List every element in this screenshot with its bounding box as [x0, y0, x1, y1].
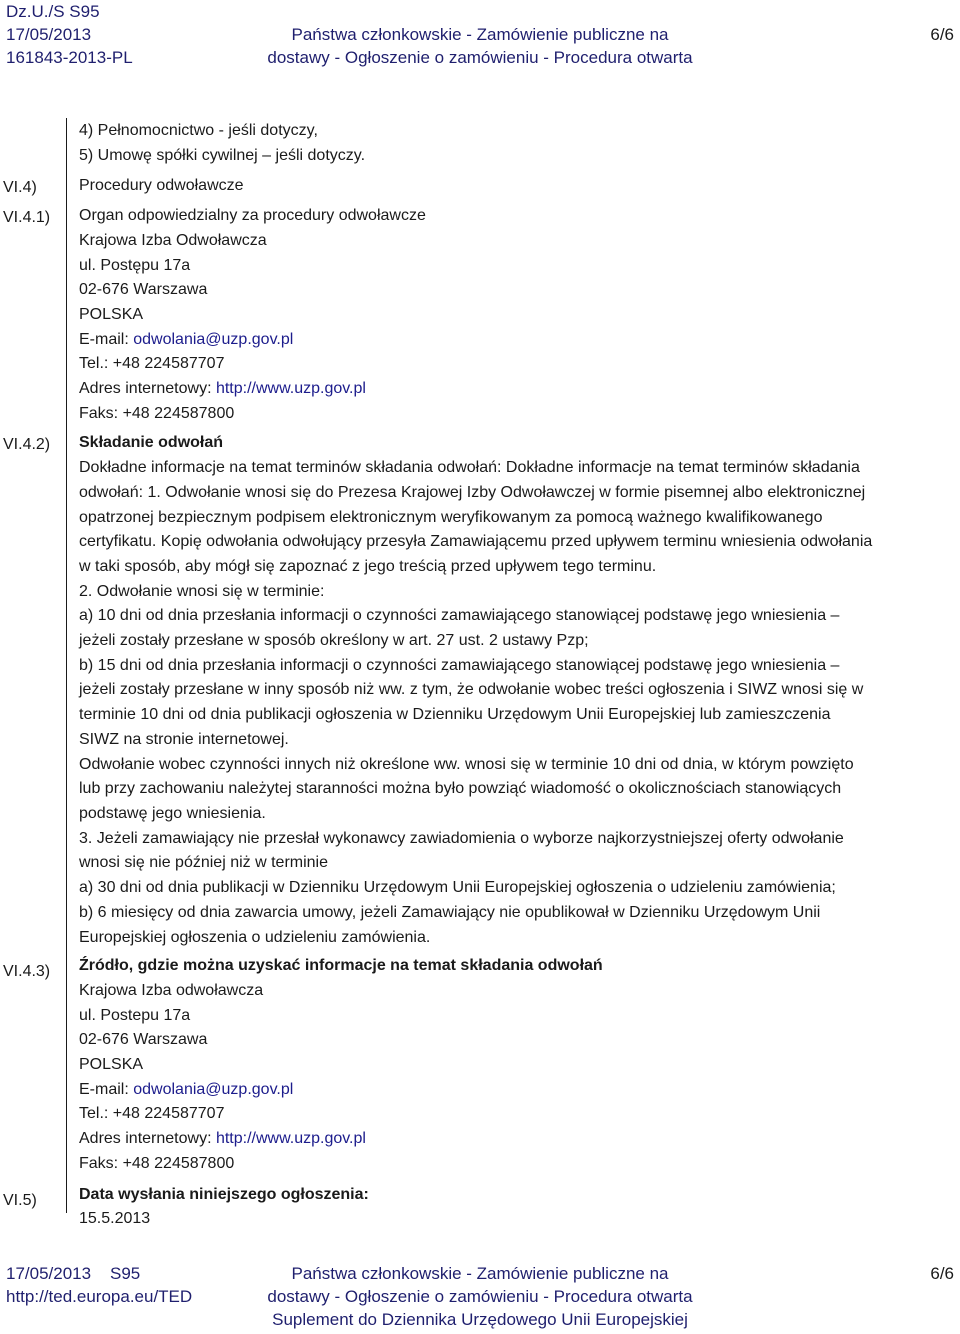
- vi42-text-line: jeżeli zostały przesłane w inny sposób niż ww. z tym, że odwołanie wobec treści ogłoszenia i SIWZ wnosi się w: [79, 681, 864, 699]
- email-label: E-mail:: [79, 330, 134, 348]
- footer-supplement: Suplement do Dziennika Urzędowego Unii Europejskiej: [272, 1310, 688, 1329]
- vi41-email-row: [79, 328, 949, 353]
- header-ojs-ref: Dz.U./S S95: [6, 2, 100, 21]
- vi42-text-line: Europejskiej ogłoszenia o udzieleniu zamówienia.: [79, 928, 431, 946]
- page-footer: [0, 1262, 960, 1332]
- vi42-text-line: a) 10 dni od dnia przesłania informacji o czynności zamawiającego stanowiącej podstawę jego wniesienia –: [79, 607, 840, 625]
- vi4-title: Procedury odwoławcze: [79, 177, 244, 195]
- vi41-web-row: [79, 377, 949, 402]
- section-divider-line: [66, 118, 67, 1213]
- vi43-web-link[interactable]: http://www.uzp.gov.pl: [215, 1130, 366, 1148]
- vi5-title: Data wysłania niniejszego ogłoszenia:: [79, 1185, 369, 1203]
- vi41-web-link[interactable]: http://www.uzp.gov.pl: [215, 380, 366, 398]
- vi43-tel: Tel.: +48 224587707: [79, 1105, 225, 1123]
- vi42-text-line: certyfikatu. Kopię odwołania odwołujący przesyła Zamawiającemu przed upływem terminu wniesienia odwołania: [79, 533, 873, 551]
- vi41-country: POLSKA: [79, 305, 144, 323]
- header-title-line2: dostawy - Ogłoszenie o zamówieniu - Procedura otwarta: [267, 48, 693, 67]
- intro-line-4: 4) Pełnomocnictwo - jeśli dotyczy,: [79, 122, 318, 139]
- vi41-name: Krajowa Izba Odwoławcza: [79, 231, 267, 249]
- notice-content: [79, 119, 949, 1232]
- vi42-text-line: a) 30 dni od dnia publikacji w Dzienniku Urzędowym Unii Europejskiej ogłoszenia o udzieleniu zamówienia;: [79, 879, 836, 897]
- header-page-number: 6/6: [930, 25, 954, 44]
- footer-date-ojs: 17/05/2013 S95: [6, 1264, 141, 1283]
- vi41-street: ul. Postępu 17a: [79, 256, 191, 274]
- header-center: [0, 23, 960, 46]
- web-label-2: Adres internetowy:: [79, 1130, 216, 1148]
- section-number-vi4: VI.4): [3, 179, 37, 196]
- header-center-2: [0, 46, 960, 69]
- vi5-date: 15.5.2013: [79, 1210, 151, 1228]
- vi42-title: Składanie odwołań: [79, 434, 224, 452]
- vi42-text-line: terminie 10 dni od dnia publikacji ogłoszenia w Dzienniku Urzędowym Unii Europejskiej lub zamieszczenia: [79, 706, 831, 724]
- vi42-text-line: jeżeli zostały przesłane w sposób określony w art. 27 ust. 2 ustawy Pzp;: [79, 632, 589, 650]
- section-number-vi43: VI.4.3): [3, 963, 51, 980]
- section-number-vi41: VI.4.1): [3, 209, 51, 226]
- vi42-text-line: 2. Odwołanie wnosi się w terminie:: [79, 582, 325, 600]
- section-number-vi42: VI.4.2): [3, 436, 51, 453]
- vi42-text-line: b) 6 miesięcy od dnia zawarcia umowy, jeżeli Zamawiający nie opublikował w Dzienniku Urzędowym Unii: [79, 903, 821, 921]
- footer-ted-url[interactable]: http://ted.europa.eu/TED: [6, 1287, 193, 1306]
- vi42-text-line: Dokładne informacje na temat terminów składania odwołań: Dokładne informacje na temat terminów składania: [79, 459, 860, 477]
- vi41-email-link[interactable]: odwolania@uzp.gov.pl: [133, 330, 294, 348]
- vi43-name: Krajowa Izba odwoławcza: [79, 981, 264, 999]
- vi42-text-line: b) 15 dni od dnia przesłania informacji o czynności zamawiającego stanowiącej podstawę jego wniesienia –: [79, 656, 840, 674]
- header-date: 17/05/2013: [6, 25, 92, 44]
- vi42-text-line: wnosi się nie później niż w terminie: [79, 854, 328, 872]
- footer-page-number: 6/6: [930, 1264, 954, 1283]
- vi42-text-line: 3. Jeżeli zamawiający nie przesłał wykonawcy zawiadomienia o wyborze najkorzystniejszej oferty odwołanie: [79, 829, 844, 847]
- email-label-2: E-mail:: [79, 1080, 134, 1098]
- header-notice-id: 161843-2013-PL: [6, 48, 133, 67]
- vi43-city: 02-676 Warszawa: [79, 1031, 208, 1049]
- vi43-email-row: [79, 1078, 949, 1103]
- vi42-text-line: opatrzonej bezpiecznym podpisem elektronicznym weryfikowanym za pomocą ważnego kwalifikowanego: [79, 508, 823, 526]
- section-number-vi5: VI.5): [3, 1192, 37, 1209]
- intro-line-5: 5) Umowę spółki cywilnej – jeśli dotyczy.: [79, 146, 366, 164]
- header-title-line1: Państwa członkowskie - Zamówienie publiczne na: [291, 25, 669, 44]
- vi41-tel: Tel.: +48 224587707: [79, 355, 225, 373]
- vi42-text-line: Odwołanie wobec czynności innych niż określone ww. wnosi się w terminie 10 dni od dnia, w którym powzięto: [79, 755, 854, 773]
- vi41-fax: Faks: +48 224587800: [79, 404, 235, 422]
- vi43-street: ul. Postepu 17a: [79, 1006, 191, 1024]
- page-header: [0, 0, 960, 70]
- vi42-text-line: SIWZ na stronie internetowej.: [79, 730, 289, 748]
- vi42-text-line: odwołań: 1. Odwołanie wnosi się do Prezesa Krajowej Izby Odwoławczej w formie pisemnej albo elektronicznej: [79, 483, 866, 501]
- footer-title-line2: dostawy - Ogłoszenie o zamówieniu - Procedura otwarta: [267, 1287, 693, 1306]
- vi42-body: [79, 456, 949, 950]
- vi42-text-line: podstawę jego wniesienia.: [79, 804, 266, 822]
- vi41-title: Organ odpowiedzialny za procedury odwoławcze: [79, 207, 426, 225]
- vi43-country: POLSKA: [79, 1056, 144, 1074]
- vi42-text-line: lub przy zachowaniu należytej staranności można było powziąć wiadomość o okolicznościach stanowiących: [79, 780, 842, 798]
- vi43-email-link[interactable]: odwolania@uzp.gov.pl: [133, 1080, 294, 1098]
- vi42-text-line: w taki sposób, aby mógł się zapoznać z jego treścią przed upływem tego terminu.: [79, 557, 657, 575]
- vi41-city: 02-676 Warszawa: [79, 281, 208, 299]
- web-label: Adres internetowy:: [79, 380, 216, 398]
- vi43-title: Źródło, gdzie można uzyskać informacje na temat składania odwołań: [79, 957, 603, 975]
- footer-title-line1: Państwa członkowskie - Zamówienie publiczne na: [291, 1264, 669, 1283]
- footer-center: [0, 1262, 960, 1331]
- vi43-fax: Faks: +48 224587800: [79, 1154, 235, 1172]
- vi43-web-row: [79, 1127, 949, 1152]
